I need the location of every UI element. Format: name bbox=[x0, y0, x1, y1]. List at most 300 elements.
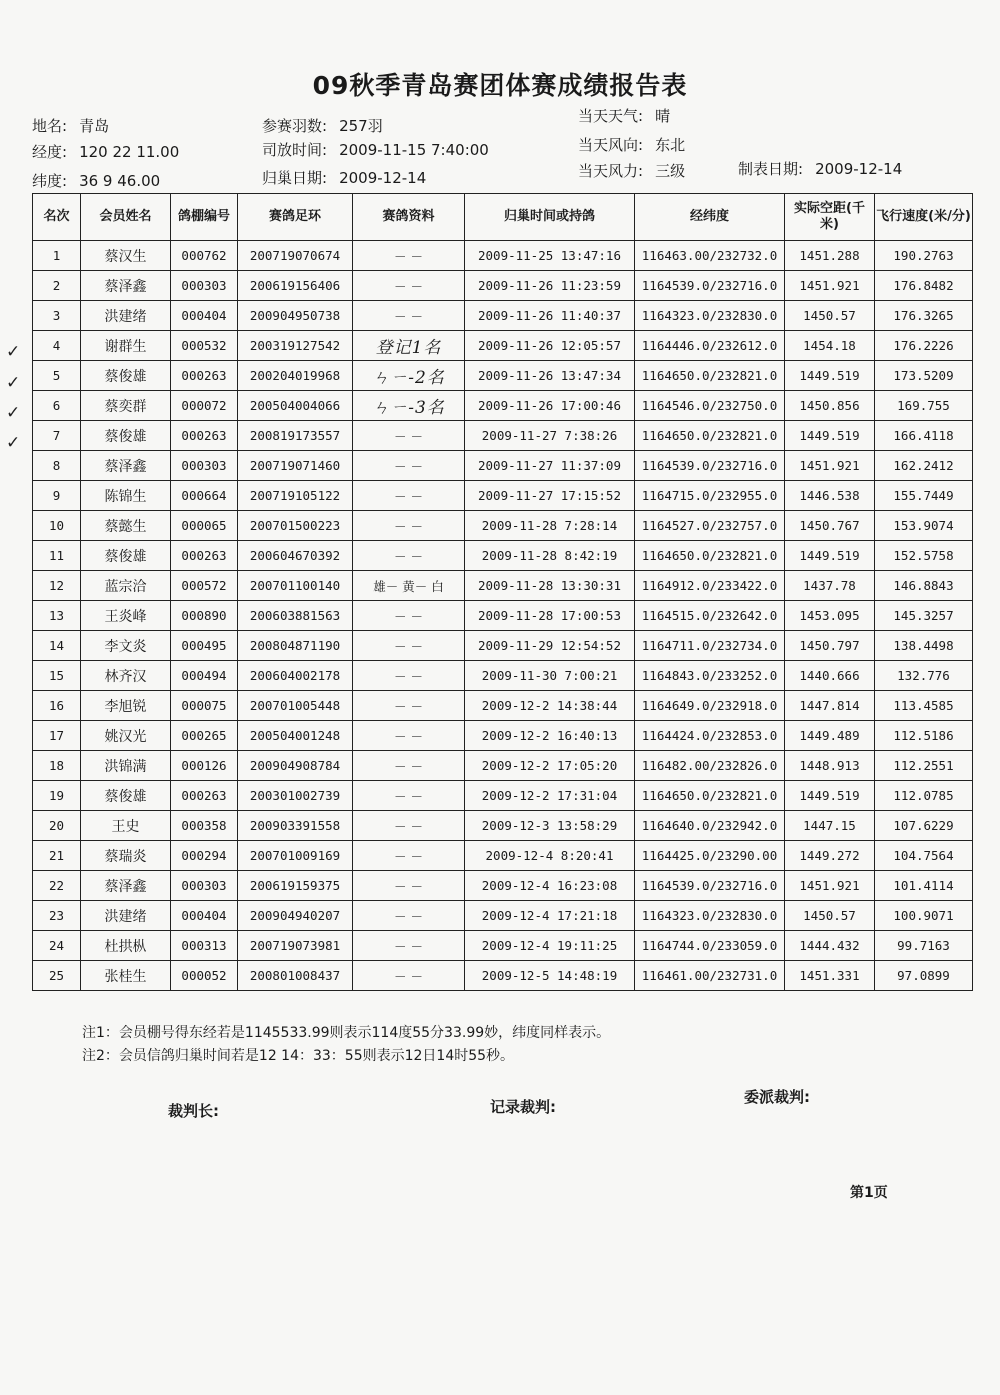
return-time-cell: 2009-12-4 16:23:08 bbox=[465, 871, 635, 901]
ring-cell: 200719070674 bbox=[238, 241, 353, 271]
coordinate-cell: 1164323.0/232830.0 bbox=[635, 301, 785, 331]
rank-cell: 9 bbox=[33, 481, 81, 511]
distance-cell: 1450.57 bbox=[785, 901, 875, 931]
ring-cell: 200719073981 bbox=[238, 931, 353, 961]
ring-cell: 200904908784 bbox=[238, 751, 353, 781]
page-number: 第1页 bbox=[850, 1185, 888, 1201]
member-name-cell: 杜拱枞 bbox=[81, 931, 171, 961]
coordinate-cell: 1164424.0/232853.0 bbox=[635, 721, 785, 751]
table-row bbox=[33, 331, 973, 361]
table-row bbox=[33, 661, 973, 691]
made-date-field bbox=[738, 158, 902, 179]
return-date-field bbox=[262, 167, 426, 188]
coordinate-cell: 1164649.0/232918.0 bbox=[635, 691, 785, 721]
ring-cell: 200604002178 bbox=[238, 661, 353, 691]
check-mark-icon: ✓ bbox=[6, 342, 21, 362]
coordinate-cell: 1164539.0/232716.0 bbox=[635, 271, 785, 301]
results-table bbox=[32, 193, 973, 991]
rank-cell: 17 bbox=[33, 721, 81, 751]
member-name-cell: 洪锦满 bbox=[81, 751, 171, 781]
report-title: 09秋季青岛赛团体赛成绩报告表 bbox=[312, 71, 688, 100]
ring-cell: 200719071460 bbox=[238, 451, 353, 481]
ring-cell: 200904950738 bbox=[238, 301, 353, 331]
pigeon-info-cell: － － bbox=[353, 841, 465, 871]
member-name-cell: 蔡瑞炎 bbox=[81, 841, 171, 871]
note-2: 注2：会员信鸽归巢时间若是12 14：33：55则表示12日14时55秒。 bbox=[82, 1048, 515, 1064]
shed-number-cell: 000263 bbox=[171, 421, 238, 451]
shed-number-cell: 000762 bbox=[171, 241, 238, 271]
pigeon-info-cell: 雄－ 黄－ 白 bbox=[353, 571, 465, 601]
member-name-cell: 林齐汉 bbox=[81, 661, 171, 691]
chief-judge-label: 裁判长: bbox=[168, 1102, 219, 1120]
return-time-cell: 2009-12-2 17:31:04 bbox=[465, 781, 635, 811]
speed-cell: 113.4585 bbox=[875, 691, 973, 721]
weather-value: 晴 bbox=[655, 107, 671, 125]
shed-number-cell: 000494 bbox=[171, 661, 238, 691]
speed-cell: 112.5186 bbox=[875, 721, 973, 751]
shed-number-cell: 000303 bbox=[171, 871, 238, 901]
return-time-cell: 2009-11-25 13:47:16 bbox=[465, 241, 635, 271]
header-distance: 实际空距(千米) bbox=[785, 194, 875, 241]
coordinate-cell: 1164640.0/232942.0 bbox=[635, 811, 785, 841]
longitude-value: 120 22 11.00 bbox=[79, 143, 180, 161]
distance-cell: 1446.538 bbox=[785, 481, 875, 511]
coordinate-cell: 1164515.0/232642.0 bbox=[635, 601, 785, 631]
ring-cell: 200804871190 bbox=[238, 631, 353, 661]
distance-cell: 1451.921 bbox=[785, 271, 875, 301]
coordinate-cell: 1164539.0/232716.0 bbox=[635, 871, 785, 901]
table-row bbox=[33, 841, 973, 871]
ring-cell: 200604670392 bbox=[238, 541, 353, 571]
return-date-value: 2009-12-14 bbox=[339, 169, 427, 187]
table-row bbox=[33, 601, 973, 631]
rank-cell: 23 bbox=[33, 901, 81, 931]
wind-force-label: 当天风力: bbox=[578, 162, 644, 180]
pigeon-info-cell: － － bbox=[353, 481, 465, 511]
coordinate-cell: 1164843.0/233252.0 bbox=[635, 661, 785, 691]
return-time-cell: 2009-12-5 14:48:19 bbox=[465, 961, 635, 991]
rank-cell: 1 bbox=[33, 241, 81, 271]
rank-cell: 22 bbox=[33, 871, 81, 901]
header-coord: 经纬度 bbox=[635, 194, 785, 241]
distance-cell: 1448.913 bbox=[785, 751, 875, 781]
return-time-cell: 2009-11-29 12:54:52 bbox=[465, 631, 635, 661]
rank-cell: 20 bbox=[33, 811, 81, 841]
wind-direction-value: 东北 bbox=[655, 136, 686, 154]
distance-cell: 1444.432 bbox=[785, 931, 875, 961]
shed-number-cell: 000263 bbox=[171, 541, 238, 571]
coordinate-cell: 116463.00/232732.0 bbox=[635, 241, 785, 271]
distance-cell: 1437.78 bbox=[785, 571, 875, 601]
table-row bbox=[33, 481, 973, 511]
shed-number-cell: 000303 bbox=[171, 451, 238, 481]
table-row bbox=[33, 451, 973, 481]
wind-force-value: 三级 bbox=[655, 162, 686, 180]
rank-cell: 8 bbox=[33, 451, 81, 481]
speed-cell: 162.2412 bbox=[875, 451, 973, 481]
speed-cell: 145.3257 bbox=[875, 601, 973, 631]
place-value: 青岛 bbox=[79, 117, 110, 135]
distance-cell: 1449.519 bbox=[785, 421, 875, 451]
ring-cell: 200319127542 bbox=[238, 331, 353, 361]
table-row bbox=[33, 721, 973, 751]
shed-number-cell: 000263 bbox=[171, 361, 238, 391]
shed-number-cell: 000572 bbox=[171, 571, 238, 601]
return-time-cell: 2009-11-28 17:00:53 bbox=[465, 601, 635, 631]
return-time-cell: 2009-11-27 11:37:09 bbox=[465, 451, 635, 481]
return-date-label: 归巢日期: bbox=[262, 169, 328, 187]
ring-cell: 200801008437 bbox=[238, 961, 353, 991]
table-row bbox=[33, 931, 973, 961]
member-name-cell: 蔡俊雄 bbox=[81, 781, 171, 811]
pigeon-info-cell: － － bbox=[353, 601, 465, 631]
return-time-cell: 2009-11-26 13:47:34 bbox=[465, 361, 635, 391]
member-name-cell: 蔡懿生 bbox=[81, 511, 171, 541]
coordinate-cell: 1164650.0/232821.0 bbox=[635, 361, 785, 391]
place-label: 地名: bbox=[32, 117, 68, 135]
weather-field bbox=[578, 105, 670, 126]
table-row bbox=[33, 541, 973, 571]
rank-cell: 7 bbox=[33, 421, 81, 451]
longitude-field bbox=[32, 141, 179, 162]
member-name-cell: 李文炎 bbox=[81, 631, 171, 661]
ring-cell: 200701009169 bbox=[238, 841, 353, 871]
return-time-cell: 2009-12-4 19:11:25 bbox=[465, 931, 635, 961]
latitude-label: 纬度: bbox=[32, 172, 68, 190]
distance-cell: 1447.814 bbox=[785, 691, 875, 721]
member-name-cell: 张桂生 bbox=[81, 961, 171, 991]
table-row bbox=[33, 361, 973, 391]
distance-cell: 1449.519 bbox=[785, 781, 875, 811]
header-speed: 飞行速度(米/分) bbox=[875, 194, 973, 241]
distance-cell: 1451.288 bbox=[785, 241, 875, 271]
coordinate-cell: 1164744.0/233059.0 bbox=[635, 931, 785, 961]
check-mark-icon: ✓ bbox=[6, 433, 21, 453]
rank-cell: 14 bbox=[33, 631, 81, 661]
ring-cell: 200204019968 bbox=[238, 361, 353, 391]
pigeon-info-cell: ㄣㄧ-2名 bbox=[353, 361, 465, 391]
rank-cell: 24 bbox=[33, 931, 81, 961]
distance-cell: 1454.18 bbox=[785, 331, 875, 361]
member-name-cell: 洪建绪 bbox=[81, 301, 171, 331]
rank-cell: 25 bbox=[33, 961, 81, 991]
return-time-cell: 2009-11-26 12:05:57 bbox=[465, 331, 635, 361]
rank-cell: 3 bbox=[33, 301, 81, 331]
pigeon-info-cell: － － bbox=[353, 751, 465, 781]
pigeon-info-cell: － － bbox=[353, 631, 465, 661]
rank-cell: 15 bbox=[33, 661, 81, 691]
pigeon-info-cell: － － bbox=[353, 721, 465, 751]
pigeon-info-cell: － － bbox=[353, 781, 465, 811]
table-header-row bbox=[33, 194, 973, 241]
speed-cell: 107.6229 bbox=[875, 811, 973, 841]
birds-value: 257羽 bbox=[339, 117, 383, 135]
speed-cell: 99.7163 bbox=[875, 931, 973, 961]
pigeon-info-cell: － － bbox=[353, 931, 465, 961]
member-name-cell: 蔡俊雄 bbox=[81, 421, 171, 451]
shed-number-cell: 000072 bbox=[171, 391, 238, 421]
pigeon-info-cell: － － bbox=[353, 811, 465, 841]
shed-number-cell: 000404 bbox=[171, 901, 238, 931]
coordinate-cell: 1164323.0/232830.0 bbox=[635, 901, 785, 931]
shed-number-cell: 000052 bbox=[171, 961, 238, 991]
shed-number-cell: 000065 bbox=[171, 511, 238, 541]
ring-cell: 200903391558 bbox=[238, 811, 353, 841]
member-name-cell: 蔡泽鑫 bbox=[81, 871, 171, 901]
distance-cell: 1450.767 bbox=[785, 511, 875, 541]
table-row bbox=[33, 811, 973, 841]
member-name-cell: 蔡泽鑫 bbox=[81, 451, 171, 481]
coordinate-cell: 1164715.0/232955.0 bbox=[635, 481, 785, 511]
speed-cell: 132.776 bbox=[875, 661, 973, 691]
coordinate-cell: 1164425.0/23290.00 bbox=[635, 841, 785, 871]
return-time-cell: 2009-11-28 8:42:19 bbox=[465, 541, 635, 571]
ring-cell: 200819173557 bbox=[238, 421, 353, 451]
coordinate-cell: 1164546.0/232750.0 bbox=[635, 391, 785, 421]
coordinate-cell: 116461.00/232731.0 bbox=[635, 961, 785, 991]
member-name-cell: 蔡奕群 bbox=[81, 391, 171, 421]
table-row bbox=[33, 961, 973, 991]
distance-cell: 1447.15 bbox=[785, 811, 875, 841]
table-row bbox=[33, 751, 973, 781]
shed-number-cell: 000294 bbox=[171, 841, 238, 871]
shed-number-cell: 000532 bbox=[171, 331, 238, 361]
table-row bbox=[33, 301, 973, 331]
header-name: 会员姓名 bbox=[81, 194, 171, 241]
return-time-cell: 2009-11-26 11:40:37 bbox=[465, 301, 635, 331]
speed-cell: 173.5209 bbox=[875, 361, 973, 391]
pigeon-info-cell: － － bbox=[353, 241, 465, 271]
pigeon-info-cell: － － bbox=[353, 541, 465, 571]
return-time-cell: 2009-11-27 7:38:26 bbox=[465, 421, 635, 451]
speed-cell: 101.4114 bbox=[875, 871, 973, 901]
ring-cell: 200603881563 bbox=[238, 601, 353, 631]
distance-cell: 1450.57 bbox=[785, 301, 875, 331]
speed-cell: 112.2551 bbox=[875, 751, 973, 781]
release-value: 2009-11-15 7:40:00 bbox=[339, 141, 489, 159]
shed-number-cell: 000495 bbox=[171, 631, 238, 661]
speed-cell: 155.7449 bbox=[875, 481, 973, 511]
shed-number-cell: 000358 bbox=[171, 811, 238, 841]
speed-cell: 169.755 bbox=[875, 391, 973, 421]
return-time-cell: 2009-12-3 13:58:29 bbox=[465, 811, 635, 841]
speed-cell: 104.7564 bbox=[875, 841, 973, 871]
distance-cell: 1451.331 bbox=[785, 961, 875, 991]
table-row bbox=[33, 511, 973, 541]
member-name-cell: 陈锦生 bbox=[81, 481, 171, 511]
coordinate-cell: 116482.00/232826.0 bbox=[635, 751, 785, 781]
shed-number-cell: 000263 bbox=[171, 781, 238, 811]
return-time-cell: 2009-11-26 11:23:59 bbox=[465, 271, 635, 301]
ring-cell: 200301002739 bbox=[238, 781, 353, 811]
speed-cell: 176.8482 bbox=[875, 271, 973, 301]
return-time-cell: 2009-11-30 7:00:21 bbox=[465, 661, 635, 691]
distance-cell: 1450.856 bbox=[785, 391, 875, 421]
made-date-label: 制表日期: bbox=[738, 160, 804, 178]
return-time-cell: 2009-12-2 17:05:20 bbox=[465, 751, 635, 781]
table-row bbox=[33, 571, 973, 601]
pigeon-info-cell: － － bbox=[353, 451, 465, 481]
pigeon-info-cell: － － bbox=[353, 421, 465, 451]
header-shed: 鸽棚编号 bbox=[171, 194, 238, 241]
return-time-cell: 2009-12-4 17:21:18 bbox=[465, 901, 635, 931]
return-time-cell: 2009-12-2 16:40:13 bbox=[465, 721, 635, 751]
pigeon-info-cell: － － bbox=[353, 511, 465, 541]
assigned-judge-label: 委派裁判: bbox=[744, 1088, 810, 1106]
speed-cell: 112.0785 bbox=[875, 781, 973, 811]
ring-cell: 200701005448 bbox=[238, 691, 353, 721]
header-ring: 赛鸽足环 bbox=[238, 194, 353, 241]
table-row bbox=[33, 241, 973, 271]
speed-cell: 152.5758 bbox=[875, 541, 973, 571]
member-name-cell: 谢群生 bbox=[81, 331, 171, 361]
note-1: 注1：会员棚号得东经若是1145533.99则表示114度55分33.99妙，纬度同样表示。 bbox=[82, 1025, 611, 1041]
member-name-cell: 蔡汉生 bbox=[81, 241, 171, 271]
weather-label: 当天天气: bbox=[578, 107, 644, 125]
distance-cell: 1449.489 bbox=[785, 721, 875, 751]
ring-cell: 200719105122 bbox=[238, 481, 353, 511]
check-mark-icon: ✓ bbox=[6, 373, 21, 393]
ring-cell: 200504004066 bbox=[238, 391, 353, 421]
shed-number-cell: 000313 bbox=[171, 931, 238, 961]
pigeon-info-cell: ㄣㄧ-3名 bbox=[353, 391, 465, 421]
check-mark-icon: ✓ bbox=[6, 403, 21, 423]
member-name-cell: 王史 bbox=[81, 811, 171, 841]
table-row bbox=[33, 421, 973, 451]
distance-cell: 1449.519 bbox=[785, 541, 875, 571]
distance-cell: 1450.797 bbox=[785, 631, 875, 661]
pigeon-info-cell: － － bbox=[353, 961, 465, 991]
member-name-cell: 蔡泽鑫 bbox=[81, 271, 171, 301]
member-name-cell: 洪建绪 bbox=[81, 901, 171, 931]
ring-cell: 200701100140 bbox=[238, 571, 353, 601]
rank-cell: 6 bbox=[33, 391, 81, 421]
wind-direction-field bbox=[578, 134, 685, 155]
place-field bbox=[32, 115, 109, 136]
speed-cell: 176.3265 bbox=[875, 301, 973, 331]
distance-cell: 1451.921 bbox=[785, 871, 875, 901]
table-row bbox=[33, 901, 973, 931]
speed-cell: 190.2763 bbox=[875, 241, 973, 271]
return-time-cell: 2009-11-26 17:00:46 bbox=[465, 391, 635, 421]
coordinate-cell: 1164912.0/233422.0 bbox=[635, 571, 785, 601]
rank-cell: 21 bbox=[33, 841, 81, 871]
coordinate-cell: 1164446.0/232612.0 bbox=[635, 331, 785, 361]
coordinate-cell: 1164650.0/232821.0 bbox=[635, 421, 785, 451]
recorder-judge-label: 记录裁判: bbox=[490, 1098, 556, 1116]
wind-direction-label: 当天风向: bbox=[578, 136, 644, 154]
pigeon-info-cell: － － bbox=[353, 691, 465, 721]
speed-cell: 153.9074 bbox=[875, 511, 973, 541]
speed-cell: 97.0899 bbox=[875, 961, 973, 991]
shed-number-cell: 000303 bbox=[171, 271, 238, 301]
return-time-cell: 2009-11-28 13:30:31 bbox=[465, 571, 635, 601]
distance-cell: 1449.519 bbox=[785, 361, 875, 391]
pigeon-info-cell: － － bbox=[353, 301, 465, 331]
return-time-cell: 2009-12-2 14:38:44 bbox=[465, 691, 635, 721]
coordinate-cell: 1164711.0/232734.0 bbox=[635, 631, 785, 661]
coordinate-cell: 1164650.0/232821.0 bbox=[635, 781, 785, 811]
header-time: 归巢时间或持鸽 bbox=[465, 194, 635, 241]
member-name-cell: 蔡俊雄 bbox=[81, 541, 171, 571]
table-row bbox=[33, 391, 973, 421]
distance-cell: 1440.666 bbox=[785, 661, 875, 691]
coordinate-cell: 1164539.0/232716.0 bbox=[635, 451, 785, 481]
shed-number-cell: 000126 bbox=[171, 751, 238, 781]
shed-number-cell: 000404 bbox=[171, 301, 238, 331]
speed-cell: 146.8843 bbox=[875, 571, 973, 601]
rank-cell: 18 bbox=[33, 751, 81, 781]
longitude-label: 经度: bbox=[32, 143, 68, 161]
pigeon-info-cell: 登记1名 bbox=[353, 331, 465, 361]
rank-cell: 13 bbox=[33, 601, 81, 631]
rank-cell: 11 bbox=[33, 541, 81, 571]
header-info: 赛鸽资料 bbox=[353, 194, 465, 241]
rank-cell: 4 bbox=[33, 331, 81, 361]
wind-force-field bbox=[578, 160, 685, 181]
table-row bbox=[33, 691, 973, 721]
pigeon-info-cell: － － bbox=[353, 871, 465, 901]
distance-cell: 1449.272 bbox=[785, 841, 875, 871]
coordinate-cell: 1164650.0/232821.0 bbox=[635, 541, 785, 571]
rank-cell: 16 bbox=[33, 691, 81, 721]
latitude-value: 36 9 46.00 bbox=[79, 172, 161, 190]
ring-cell: 200619159375 bbox=[238, 871, 353, 901]
ring-cell: 200619156406 bbox=[238, 271, 353, 301]
distance-cell: 1451.921 bbox=[785, 451, 875, 481]
ring-cell: 200701500223 bbox=[238, 511, 353, 541]
member-name-cell: 李旭锐 bbox=[81, 691, 171, 721]
table-row bbox=[33, 271, 973, 301]
header-rank: 名次 bbox=[33, 194, 81, 241]
member-name-cell: 蔡俊雄 bbox=[81, 361, 171, 391]
release-label: 司放时间: bbox=[262, 141, 328, 159]
rank-cell: 2 bbox=[33, 271, 81, 301]
return-time-cell: 2009-11-27 17:15:52 bbox=[465, 481, 635, 511]
speed-cell: 100.9071 bbox=[875, 901, 973, 931]
ring-cell: 200904940207 bbox=[238, 901, 353, 931]
pigeon-info-cell: － － bbox=[353, 661, 465, 691]
coordinate-cell: 1164527.0/232757.0 bbox=[635, 511, 785, 541]
shed-number-cell: 000890 bbox=[171, 601, 238, 631]
speed-cell: 138.4498 bbox=[875, 631, 973, 661]
speed-cell: 166.4118 bbox=[875, 421, 973, 451]
latitude-field bbox=[32, 170, 160, 191]
ring-cell: 200504001248 bbox=[238, 721, 353, 751]
rank-cell: 19 bbox=[33, 781, 81, 811]
shed-number-cell: 000265 bbox=[171, 721, 238, 751]
member-name-cell: 王炎峰 bbox=[81, 601, 171, 631]
table-row bbox=[33, 631, 973, 661]
pigeon-info-cell: － － bbox=[353, 271, 465, 301]
rank-cell: 12 bbox=[33, 571, 81, 601]
release-field bbox=[262, 139, 489, 160]
return-time-cell: 2009-12-4 8:20:41 bbox=[465, 841, 635, 871]
made-date-value: 2009-12-14 bbox=[815, 160, 903, 178]
member-name-cell: 姚汉光 bbox=[81, 721, 171, 751]
birds-field bbox=[262, 115, 383, 136]
table-row bbox=[33, 871, 973, 901]
distance-cell: 1453.095 bbox=[785, 601, 875, 631]
rank-cell: 5 bbox=[33, 361, 81, 391]
member-name-cell: 蓝宗洽 bbox=[81, 571, 171, 601]
rank-cell: 10 bbox=[33, 511, 81, 541]
birds-label: 参赛羽数: bbox=[262, 117, 328, 135]
table-row bbox=[33, 781, 973, 811]
speed-cell: 176.2226 bbox=[875, 331, 973, 361]
pigeon-info-cell: － － bbox=[353, 901, 465, 931]
shed-number-cell: 000664 bbox=[171, 481, 238, 511]
